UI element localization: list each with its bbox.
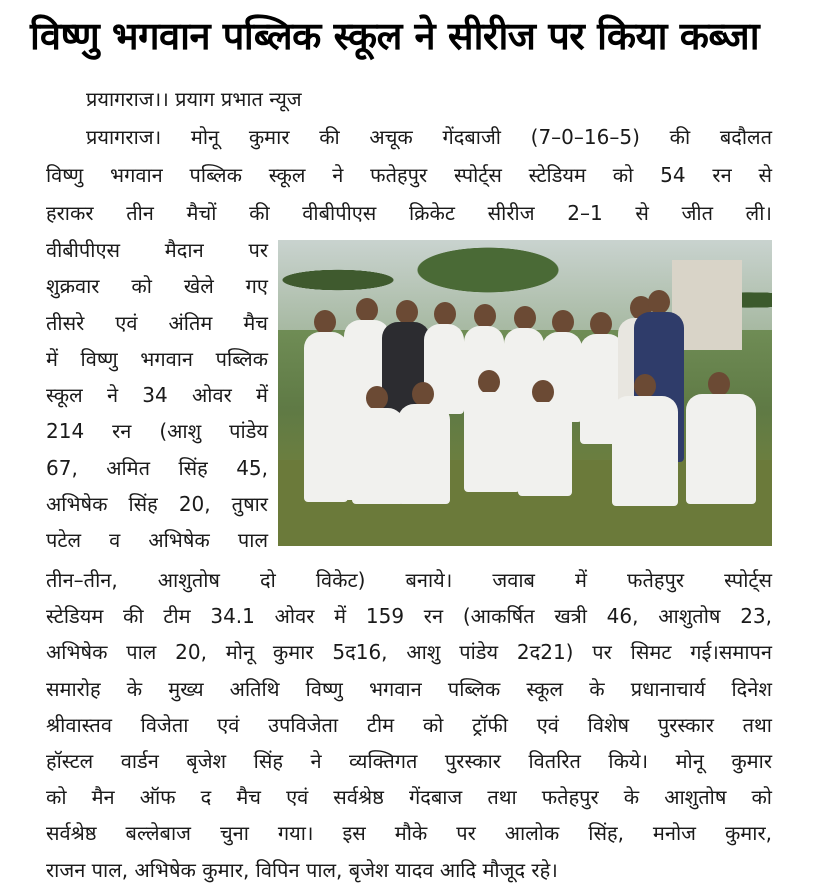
player-figure xyxy=(686,394,756,504)
player-head xyxy=(708,372,730,396)
body-line: अभिषेक पाल 20, मोनू कुमार 5द16, आशु पांडेय 2द21) पर सिमट गई।समापन xyxy=(46,640,772,665)
player-head xyxy=(634,374,656,398)
player-head xyxy=(514,306,536,330)
side-line: वीबीपीएस मैदान पर xyxy=(46,238,268,262)
team-photo xyxy=(278,240,772,546)
player-head xyxy=(552,310,574,334)
player-figure xyxy=(464,392,520,492)
intro-line: प्रयागराज। मोनू कुमार की अचूक गेंदबाजी (7–0–16–5) की बदौलत xyxy=(86,125,772,149)
player-head xyxy=(314,310,336,334)
intro-line: विष्णु भगवान पब्लिक स्कूल ने फतेहपुर स्पोर्ट्स स्टेडियम को 54 रन से xyxy=(46,163,772,187)
body-line: सर्वश्रेष्ठ बल्लेबाज चुना गया। इस मौके पर आलोक सिंह, मनोज कुमार, xyxy=(46,821,772,846)
player-head xyxy=(396,300,418,324)
intro-paragraph xyxy=(46,118,772,232)
player-head xyxy=(356,298,378,322)
side-line: में विष्णु भगवान पब्लिक xyxy=(46,346,268,371)
body-paragraph xyxy=(46,562,772,888)
side-line: 67, अमित सिंह 45, xyxy=(46,455,268,480)
player-figure xyxy=(398,404,450,504)
side-line: अभिषेक सिंह 20, तुषार xyxy=(46,492,268,517)
body-line: हॉस्टल वार्डन बृजेश सिंह ने व्यक्तिगत पुरस्कार वितरित किये। मोनू कुमार xyxy=(46,749,772,774)
player-figure xyxy=(352,408,404,504)
player-figure xyxy=(304,332,348,502)
side-line: तीसरे एवं अंतिम मैच xyxy=(46,310,268,335)
body-line: स्टेडियम की टीम 34.1 ओवर में 159 रन (आकर्षित खत्री 46, आशुतोष 23, xyxy=(46,604,772,629)
intro-line: हराकर तीन मैचों की वीबीपीएस क्रिकेट सीरीज 2–1 से जीत ली। xyxy=(46,201,772,225)
body-line: को मैन ऑफ द मैच एवं सर्वश्रेष्ठ गेंदबाज तथा फतेहपुर के आशुतोष को xyxy=(46,785,772,810)
player-head xyxy=(412,382,434,406)
player-head xyxy=(366,386,388,410)
player-head xyxy=(532,380,554,404)
player-head xyxy=(434,302,456,326)
side-line: 214 रन (आशु पांडेय xyxy=(46,419,268,444)
body-line: समारोह के मुख्य अतिथि विष्णु भगवान पब्लिक स्कूल के प्रधानाचार्य दिनेश xyxy=(46,676,772,701)
player-head xyxy=(648,290,670,314)
body-line: श्रीवास्तव विजेता एवं उपविजेता टीम को ट्रॉफी एवं विशेष पुरस्कार तथा xyxy=(46,712,772,737)
body-line: राजन पाल, अभिषेक कुमार, विपिन पाल, बृजेश यादव आदि मौजूद रहे। xyxy=(46,857,558,882)
player-figure xyxy=(518,402,572,496)
side-line: पटेल व अभिषेक पाल xyxy=(46,528,268,553)
player-figure xyxy=(612,396,678,506)
headline: विष्णु भगवान पब्लिक स्कूल ने सीरीज पर किया कब्जा xyxy=(30,14,760,58)
side-column-text xyxy=(46,232,268,559)
side-line: स्कूल ने 34 ओवर में xyxy=(46,383,268,408)
player-head xyxy=(478,370,500,394)
dateline: प्रयागराज।। प्रयाग प्रभात न्यूज xyxy=(86,87,302,111)
player-head xyxy=(590,312,612,336)
player-head xyxy=(474,304,496,328)
body-line: तीन–तीन, आशुतोष दो विकेट) बनाये। जवाब में फतेहपुर स्पोर्ट्स xyxy=(46,568,772,592)
side-line: शुक्रवार को खेले गए xyxy=(46,274,268,299)
